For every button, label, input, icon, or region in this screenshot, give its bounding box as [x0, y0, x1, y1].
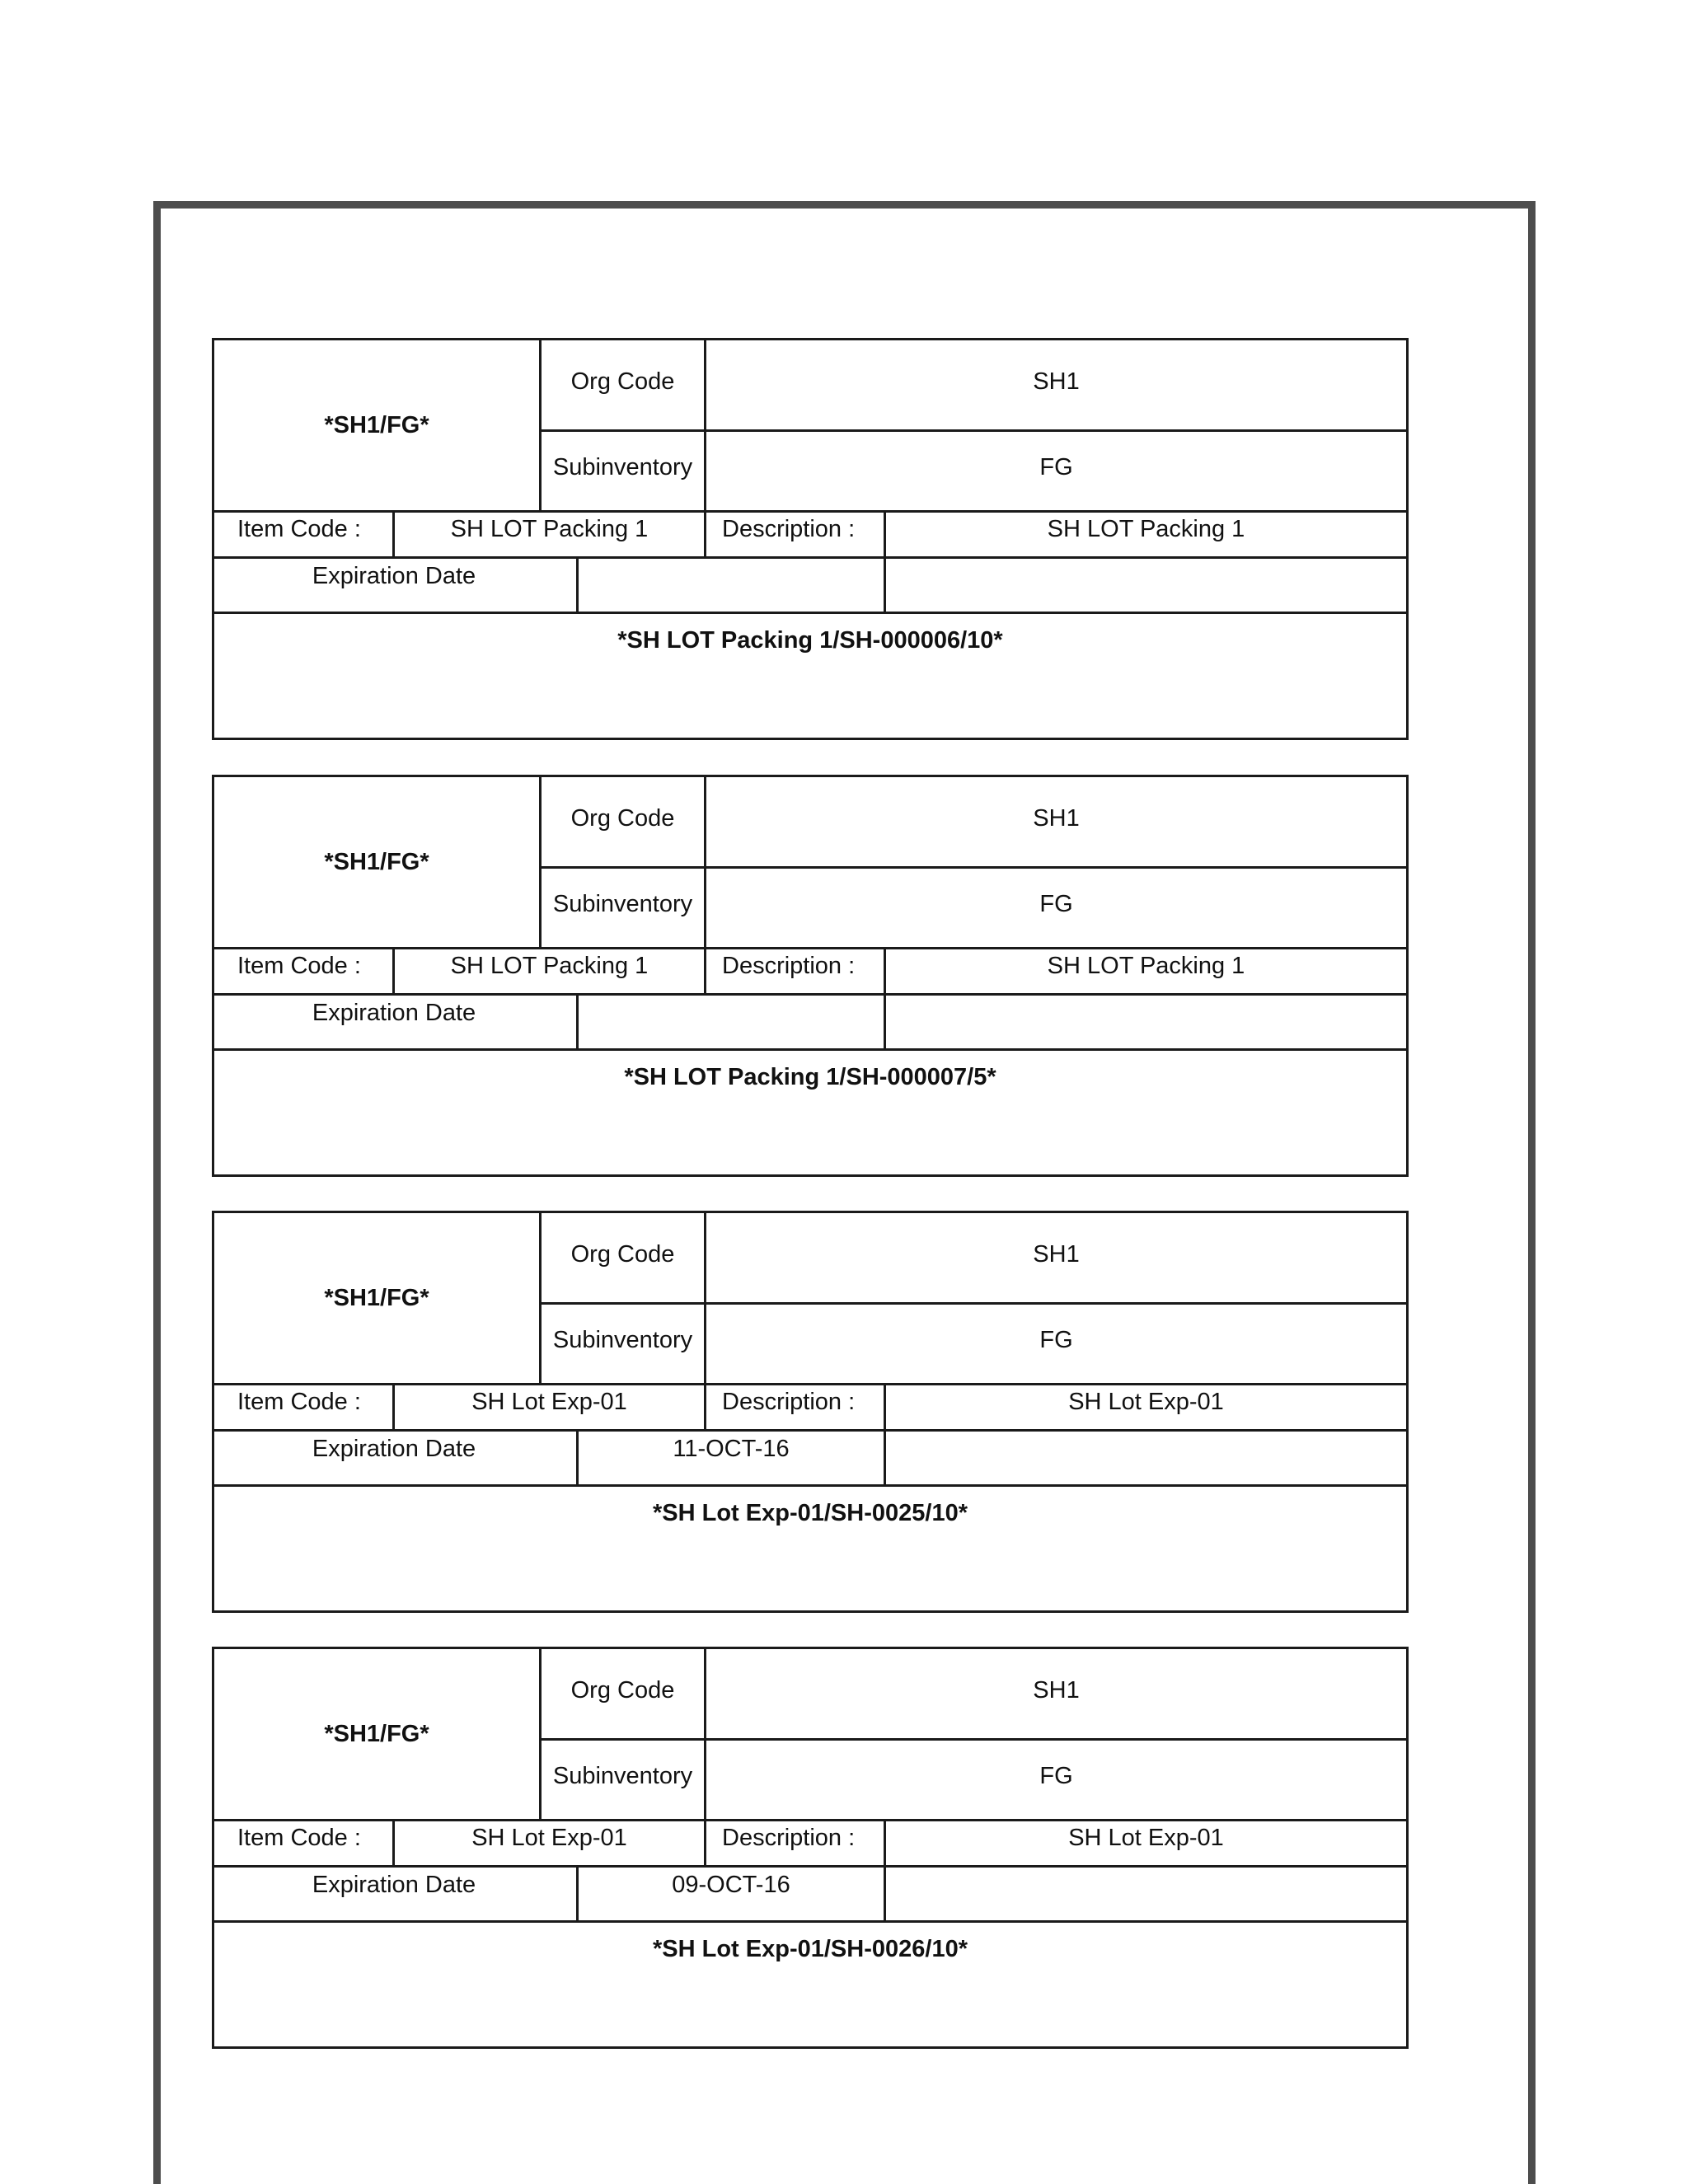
description-value: SH Lot Exp-01 — [1068, 1825, 1224, 1851]
expiration-label: Expiration Date — [312, 1872, 476, 1898]
rule-org-sub — [539, 429, 1409, 432]
rule-item-bottom — [212, 1865, 1409, 1868]
org-code-label: Org Code — [570, 1241, 675, 1268]
barcode-header: *SH1/FG* — [324, 1721, 429, 1747]
rule-exp-bottom — [212, 1484, 1409, 1487]
rule-org-sub — [539, 1738, 1409, 1741]
description-value: SH Lot Exp-01 — [1068, 1389, 1224, 1415]
item-code-label: Item Code : — [237, 953, 361, 979]
item-code-label: Item Code : — [237, 1389, 361, 1415]
barcode-header: *SH1/FG* — [324, 412, 429, 438]
expiration-label: Expiration Date — [312, 563, 476, 589]
org-code-label: Org Code — [570, 805, 675, 832]
subinventory-label: Subinventory — [552, 1763, 693, 1789]
expiration-value: 09-OCT-16 — [672, 1872, 790, 1898]
org-code-label: Org Code — [570, 1677, 675, 1704]
description-value: SH LOT Packing 1 — [1047, 953, 1245, 979]
description-label: Description : — [722, 1825, 856, 1851]
description-label: Description : — [722, 516, 856, 542]
rule-left — [212, 1647, 214, 2049]
rule-exp-bottom — [212, 1920, 1409, 1923]
rule-bottom — [212, 1610, 1409, 1613]
barcode-footer: *SH Lot Exp-01/SH-0025/10* — [653, 1500, 968, 1526]
rule-item-bottom — [212, 1429, 1409, 1432]
item-code-value: SH LOT Packing 1 — [450, 953, 649, 979]
item-code-label: Item Code : — [237, 1825, 361, 1851]
rule-item-bottom — [212, 993, 1409, 996]
org-code-label: Org Code — [570, 368, 675, 395]
rule-org-sub — [539, 1302, 1409, 1305]
rule-right — [1406, 1211, 1409, 1613]
item-code-value: SH Lot Exp-01 — [471, 1389, 627, 1415]
barcode-footer: *SH LOT Packing 1/SH-000006/10* — [617, 627, 1003, 654]
rule-item-top — [212, 1819, 1409, 1821]
subinventory-label: Subinventory — [552, 454, 693, 480]
rule-right — [1406, 338, 1409, 740]
rule-exp-split — [576, 556, 579, 614]
rule-item-top — [212, 1383, 1409, 1385]
org-code-value: SH1 — [1033, 1241, 1080, 1268]
description-value: SH LOT Packing 1 — [1047, 516, 1245, 542]
rule-item-bottom — [212, 556, 1409, 559]
rule-left — [212, 338, 214, 740]
rule-top — [212, 1647, 1409, 1649]
subinventory-value: FG — [1039, 1763, 1073, 1789]
rule-top — [212, 775, 1409, 777]
subinventory-label: Subinventory — [552, 1327, 693, 1353]
item-code-label: Item Code : — [237, 516, 361, 542]
rule-exp-bottom — [212, 612, 1409, 614]
item-code-value: SH Lot Exp-01 — [471, 1825, 627, 1851]
subinventory-value: FG — [1039, 1327, 1073, 1353]
rule-item-top — [212, 510, 1409, 513]
rule-right — [1406, 775, 1409, 1177]
rule-exp-split — [576, 993, 579, 1051]
barcode-footer: *SH Lot Exp-01/SH-0026/10* — [653, 1936, 968, 1962]
subinventory-label: Subinventory — [552, 891, 693, 917]
subinventory-value: FG — [1039, 891, 1073, 917]
rule-left — [212, 775, 214, 1177]
rule-org-sub — [539, 866, 1409, 869]
rule-left — [212, 1211, 214, 1613]
barcode-header: *SH1/FG* — [324, 849, 429, 875]
expiration-label: Expiration Date — [312, 1436, 476, 1462]
rule-bottom — [212, 1174, 1409, 1177]
expiration-value: 11-OCT-16 — [673, 1436, 790, 1462]
description-label: Description : — [722, 1389, 856, 1415]
rule-bottom — [212, 2046, 1409, 2049]
rule-exp-bottom — [212, 1048, 1409, 1051]
rule-right — [1406, 1647, 1409, 2049]
rule-item-top — [212, 947, 1409, 949]
org-code-value: SH1 — [1033, 1677, 1080, 1704]
org-code-value: SH1 — [1033, 368, 1080, 395]
description-label: Description : — [722, 953, 856, 979]
rule-top — [212, 338, 1409, 340]
expiration-label: Expiration Date — [312, 1000, 476, 1026]
item-code-value: SH LOT Packing 1 — [450, 516, 649, 542]
barcode-header: *SH1/FG* — [324, 1285, 429, 1311]
rule-top — [212, 1211, 1409, 1213]
barcode-footer: *SH LOT Packing 1/SH-000007/5* — [624, 1064, 996, 1090]
org-code-value: SH1 — [1033, 805, 1080, 832]
rule-bottom — [212, 738, 1409, 740]
subinventory-value: FG — [1039, 454, 1073, 480]
